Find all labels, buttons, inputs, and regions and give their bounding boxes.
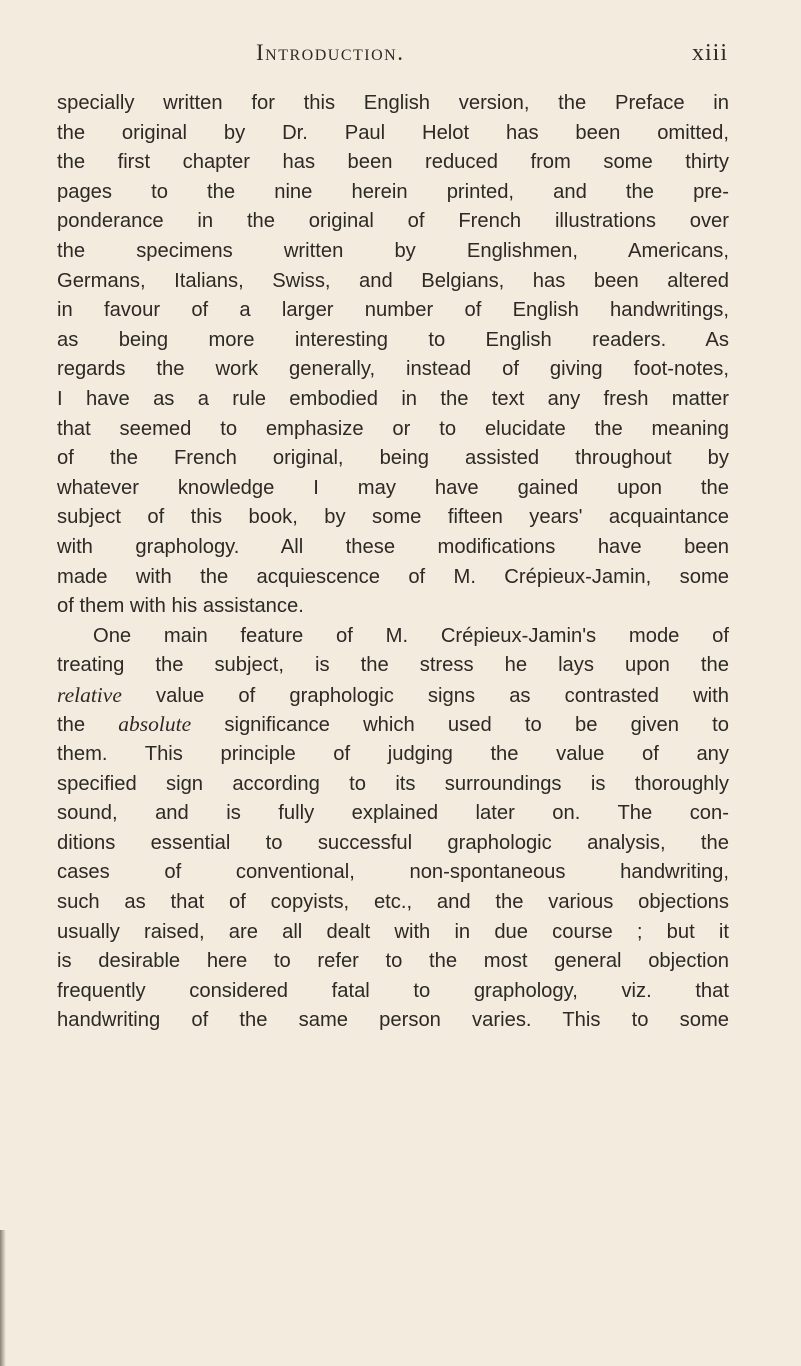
text-run: the <box>57 714 119 737</box>
text-line: ditions essential to successful graphologic analysis, the <box>57 831 729 854</box>
text-line: as being more interesting to English readers. As <box>57 328 729 351</box>
text-line: subject of this book, by some fifteen years' acquaintance <box>57 506 729 529</box>
text-line <box>57 710 729 740</box>
text-line: that seemed to emphasize or to elucidate the meaning <box>57 417 729 440</box>
text-run: value of graphologic signs as contrasted with <box>121 684 729 707</box>
page-number: xiii <box>691 40 728 66</box>
text-line: of them with his assistance. <box>57 595 304 618</box>
running-title: Introduction. <box>256 40 405 65</box>
text-line: of the French original, being assisted throughout by <box>57 447 729 470</box>
text-line: cases of conventional, non-spontaneous handwriting, <box>57 861 729 884</box>
text-line: Germans, Italians, Swiss, and Belgians, has been altered <box>57 269 729 292</box>
italic-term: absolute <box>118 712 192 737</box>
text-line: handwriting of the same person varies. This to some <box>57 1009 729 1032</box>
text-line: regards the work generally, instead of giving foot-notes, <box>57 358 729 381</box>
text-line: with graphology. All these modifications have been <box>57 535 729 558</box>
text-line: specified sign according to its surroundings is thoroughly <box>57 772 729 795</box>
text-line <box>57 681 729 711</box>
text-line: the specimens written by Englishmen, Americans, <box>57 239 729 262</box>
text-line: whatever knowledge I may have gained upon the <box>57 476 729 499</box>
text-line: frequently considered fatal to graphology, viz. that <box>57 979 729 1002</box>
text-line: in favour of a larger number of English handwritings, <box>57 299 729 322</box>
text-line: such as that of copyists, etc., and the various objections <box>57 891 729 914</box>
text-line: is desirable here to refer to the most general objection <box>57 950 729 973</box>
text-line: I have as a rule embodied in the text any fresh matter <box>57 387 729 410</box>
text-line: sound, and is fully explained later on. The con- <box>57 802 729 825</box>
text-line: the original by Dr. Paul Helot has been omitted, <box>57 121 729 144</box>
text-line: the first chapter has been reduced from some thirty <box>57 151 729 174</box>
body-text <box>57 89 729 1036</box>
page-edge-shadow <box>0 1230 6 1366</box>
text-line: usually raised, are all dealt with in due course ; but it <box>57 920 729 943</box>
text-line: them. This principle of judging the value of any <box>57 743 729 766</box>
text-line: treating the subject, is the stress he lays upon the <box>57 654 729 677</box>
text-line: specially written for this English version, the Preface in <box>57 92 729 114</box>
text-run: significance which used to be given to <box>191 714 729 737</box>
italic-term: relative <box>57 682 122 707</box>
text-line: One main feature of M. Crépieux-Jamin's mode of <box>93 624 729 647</box>
text-line: made with the acquiescence of M. Crépieux-Jamin, some <box>57 565 729 588</box>
page-header <box>200 40 730 70</box>
text-line: ponderance in the original of French illustrations over <box>57 210 729 233</box>
text-line: pages to the nine herein printed, and the pre- <box>57 180 729 203</box>
